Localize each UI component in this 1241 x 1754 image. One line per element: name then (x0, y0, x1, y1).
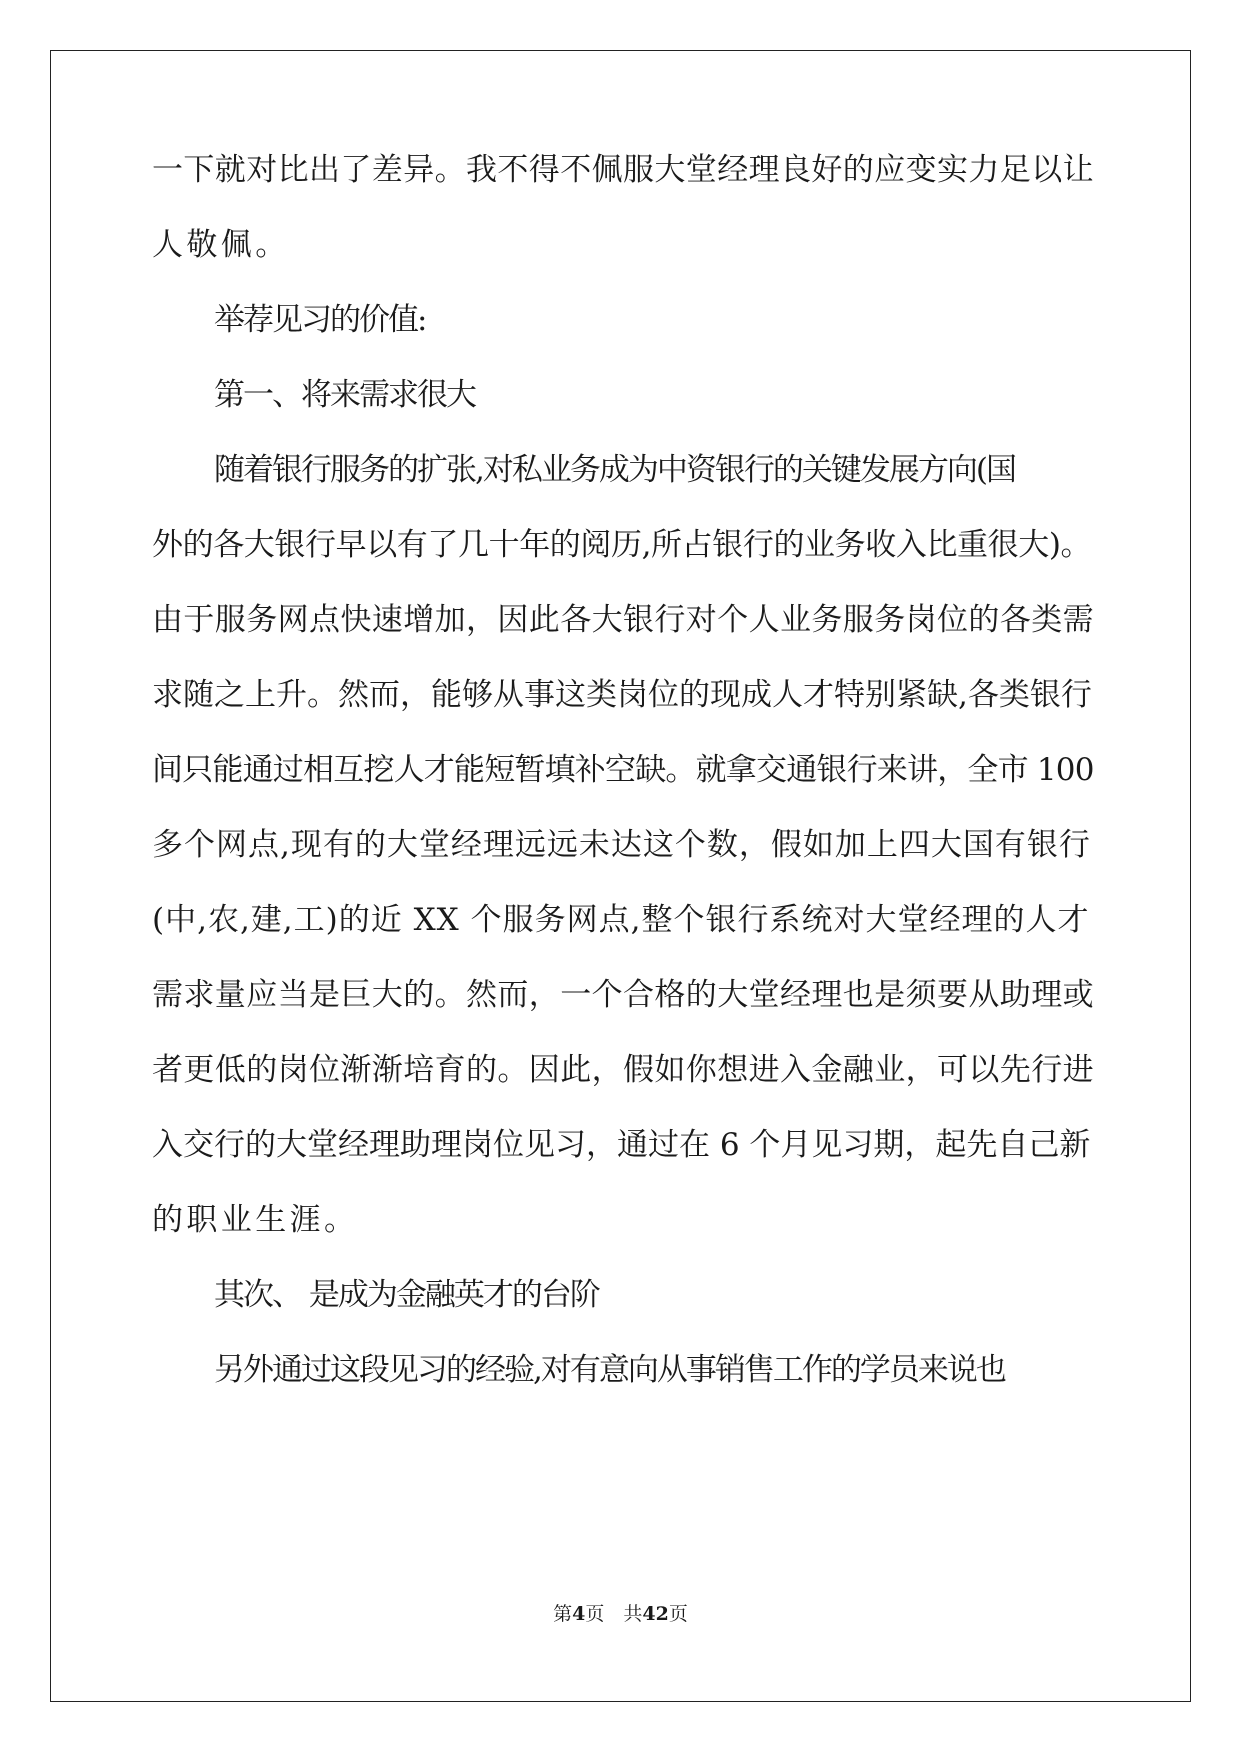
body-text-line: 的职业生涯。 (152, 1202, 359, 1238)
body-text-line: 外的各大银行早以有了几十年的阅历,所占银行的业务收入比重很大)。 (152, 527, 1092, 563)
body-text-line: 一下就对比出了差异。我不得不佩服大堂经理良好的应变实力足以让 (152, 152, 1094, 188)
body-text-line: 需求量应当是巨大的。然而，一个合格的大堂经理也是须要从助理或 (152, 977, 1094, 1013)
section-heading: 第一、将来需求很大 (214, 377, 475, 413)
body-text-line: 人敬佩。 (152, 227, 290, 263)
body-text-line: 入交行的大堂经理助理岗位见习，通过在 6 个月见习期，起先自己新 (152, 1127, 1091, 1163)
footer-suffix: 页 (668, 1603, 688, 1625)
body-text-line: 由于服务网点快速增加，因此各大银行对个人业务服务岗位的各类需 (152, 602, 1094, 638)
page-border (50, 50, 1191, 1702)
section-heading: 举荐见习的价值: (214, 302, 426, 338)
section-heading: 其次、 是成为金融英才的台阶 (214, 1277, 599, 1313)
page-footer (0, 1602, 1241, 1626)
footer-total-pages: 42 (642, 1603, 669, 1625)
body-text-line: (中,农,建,工)的近 XX 个服务网点,整个银行系统对大堂经理的人才 (152, 902, 1090, 938)
body-text-line: 另外通过这段见习的经验,对有意向从事销售工作的学员来说也 (214, 1352, 1005, 1388)
footer-prefix: 第 (553, 1603, 573, 1625)
footer-page-number: 4 (572, 1603, 586, 1625)
body-text-line: 者更低的岗位渐渐培育的。因此，假如你想进入金融业，可以先行进 (152, 1052, 1094, 1088)
body-text-line: 求随之上升。然而，能够从事这类岗位的现成人才特别紧缺,各类银行 (152, 677, 1092, 713)
body-text-line: 间只能通过相互挖人才能短暂填补空缺。就拿交通银行来讲，全市 100 (152, 752, 1094, 788)
footer-mid: 页 共 (585, 1603, 643, 1625)
body-text-line: 随着银行服务的扩张,对私业务成为中资银行的关键发展方向(国 (214, 452, 1015, 488)
body-text-line: 多个网点,现有的大堂经理远远未达这个数，假如加上四大国有银行 (152, 827, 1091, 863)
